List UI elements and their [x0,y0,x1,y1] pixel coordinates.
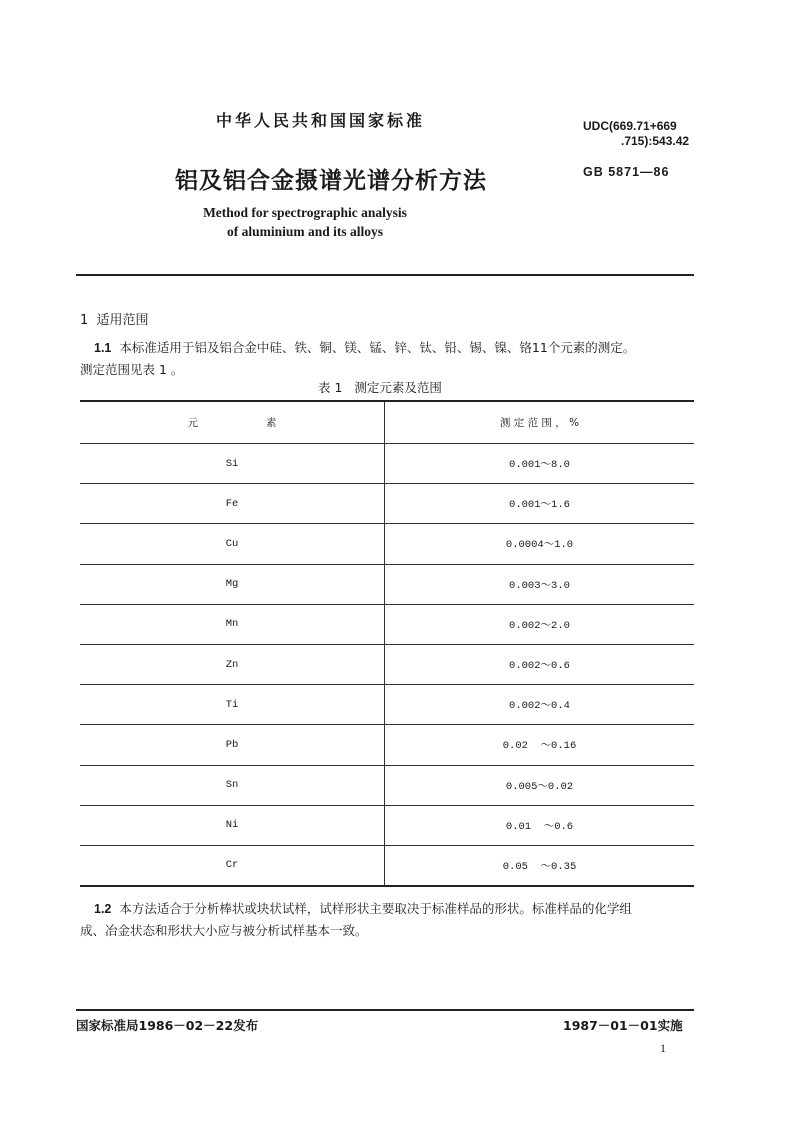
table-row [80,845,694,886]
table-row [80,644,694,684]
footer-divider [76,1009,694,1011]
range-cell: 0.0004～1.0 [385,524,695,564]
header-element-char-1: 元 [187,417,198,429]
element-cell: Cr [80,845,385,886]
clause-1-2-text: 本方法适合于分析棒状或块状试样，试样形状主要取决于标准样品的形状。标准样品的化学组 [119,901,632,916]
range-cell: 0.002～0.6 [385,644,695,684]
element-cell: Fe [80,484,385,524]
clause-1-2-text-2: 成、冶金状态和形状大小应与被分析试样基本一致。 [80,923,368,938]
range-cell: 0.001～8.0 [385,444,695,484]
clause-number-1-2: 1.2 [94,902,112,916]
element-cell: Sn [80,765,385,805]
table-header-row [80,401,694,444]
table-row [80,484,694,524]
udc-code [583,119,689,149]
element-cell: Pb [80,725,385,765]
range-cell: 0.005～0.02 [385,765,695,805]
element-cell: Ti [80,685,385,725]
page-number: 1 [660,1041,666,1055]
table-caption: 表 1 测定元素及范围 [318,380,442,395]
table-row [80,805,694,845]
title-chinese: 铝及铝合金摄谱光谱分析方法 [175,168,487,194]
range-cell: 0.001～1.6 [385,484,695,524]
udc-line-1: UDC(669.71+669 [583,119,677,133]
paragraph-1-2 [80,898,700,941]
table-row [80,725,694,765]
title-english-line-1: Method for spectrographic analysis [203,205,407,220]
issued-date: 国家标准局1986－02－22发布 [76,1018,259,1033]
section-1-heading: 1 适用范围 [80,313,149,328]
header-element [80,401,385,444]
element-cell: Si [80,444,385,484]
paragraph-1-1 [80,337,700,380]
range-cell: 0.05 ～0.35 [385,845,695,886]
header-divider [76,274,694,276]
range-cell: 0.01 ～0.6 [385,805,695,845]
table-row [80,765,694,805]
clause-1-1-text-2: 测定范围见表 1 。 [80,362,184,377]
clause-number-1-1: 1.1 [94,341,112,355]
table-row [80,564,694,604]
title-english-line-2: of aluminium and its alloys [226,224,384,239]
range-cell: 0.003～3.0 [385,564,695,604]
header-element-char-2: 素 [266,417,277,429]
element-cell: Zn [80,644,385,684]
udc-line-2: .715):543.42 [621,134,690,148]
range-cell: 0.02 ～0.16 [385,725,695,765]
range-cell: 0.002～2.0 [385,604,695,644]
elements-range-table [80,400,694,887]
element-cell: Ni [80,805,385,845]
gb-number: GB 5871—86 [583,165,670,179]
table-row [80,444,694,484]
title-english [160,203,450,241]
range-cell: 0.002～0.4 [385,685,695,725]
table-row [80,604,694,644]
table-row [80,524,694,564]
clause-1-1-text: 本标准适用于铝及铝合金中硅、铁、铜、镁、锰、锌、钛、铅、锡、镍、铬11个元素的测定。 [119,340,636,355]
national-standard-label: 中华人民共和国国家标准 [216,111,426,130]
element-cell: Mg [80,564,385,604]
implemented-date: 1987－01－01实施 [563,1018,683,1033]
table-row [80,685,694,725]
element-cell: Mn [80,604,385,644]
element-cell: Cu [80,524,385,564]
header-range: 测 定 范 围 ， % [385,401,695,444]
